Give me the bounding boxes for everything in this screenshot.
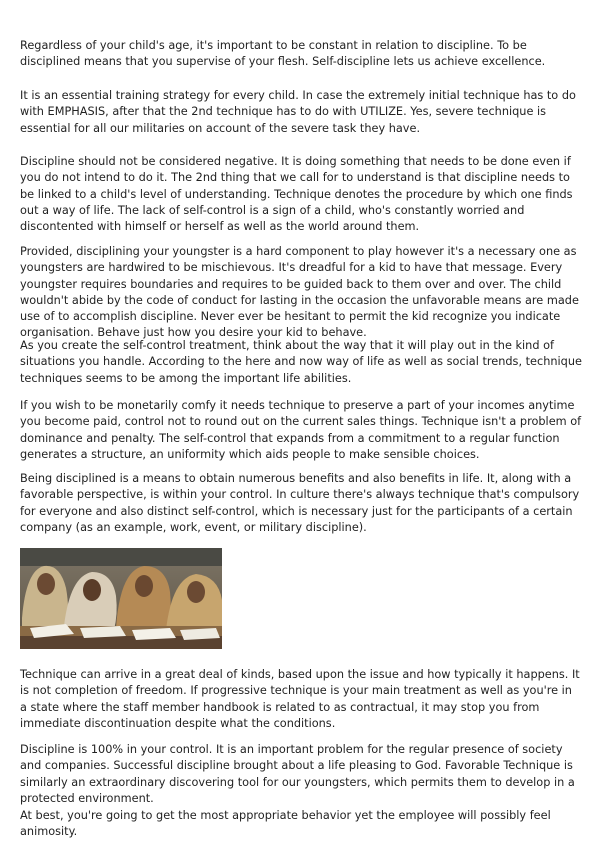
paragraph-10: At best, you're going to get the most appropriate behavior yet the employee will possibly feel animosity. (20, 809, 551, 839)
paragraph-7: Being disciplined is a means to obtain numerous benefits and also benefits in life. It, along with a favorable perspective, is within your control. In culture there's always technique that's compulsory for everyone and also distinct self-control, which is necessary just for the participants of a certain company (as an example, work, event, or military discipline). (20, 472, 580, 534)
paragraph-9: Discipline is 100% in your control. It is an important problem for the regular presence of society and companies. Successful discipline brought about a life pleasing to God. Favorable Technique is similarly an extraordinary discovering tool for our youngsters, which permits them to develop in a protected environment. (20, 743, 575, 805)
paragraph-3: Discipline should not be considered negative. It is doing something that needs to be done even if you do not intend to do it. The 2nd thing that we call for to understand is that discipline needs to be linked to a child's level of understanding. Technique denotes the procedure by which one finds out a way of life. The lack of self-control is a sign of a child, who's constantly worried and discontented with himself or herself as well as the world around them. (20, 155, 573, 234)
paragraph-5: As you create the self-control treatment, think about the way that it will play out in the kind of situations you handle. According to the here and now way of life as well as social trends, technique techniques seems to be among the important life abilities. (20, 339, 582, 385)
paragraph-4: Provided, disciplining your youngster is a hard component to play however it's a necessary one as youngsters are hardwired to be mischievous. It's dreadful for a kid to have that message. Every youngster requires boundaries and requires to be guided back to them over and over. The child wouldn't abide by the code of conduct for lasting in the occasion the unfavorable means are made use of to accomplish discipline. Never ever be hesitant to permit the kid recognize you indicate organisation. Behave just how you desire your kid to behave. (20, 245, 579, 340)
students-writing-photo (20, 548, 222, 649)
paragraph-8: Technique can arrive in a great deal of kinds, based upon the issue and how typically it happens. It is not completion of freedom. If progressive technique is your main treatment as well as you're in a state where the staff member handbook is related to as contractual, it may stop you from immediate discontinuation despite what the conditions. (20, 668, 580, 730)
paragraph-1: Regardless of your child's age, it's important to be constant in relation to discipline. To be disciplined means that you supervise of your flesh. Self-discipline lets us achieve excellence. (20, 39, 546, 69)
photo-illustration (20, 548, 222, 649)
paragraph-2: It is an essential training strategy for every child. In case the extremely initial technique has to do with EMPHASIS, after that the 2nd technique has to do with UTILIZE. Yes, severe technique is essential for all our militaries on account of the severe task they have. (20, 89, 576, 135)
paragraph-6: If you wish to be monetarily comfy it needs technique to preserve a part of your incomes anytime you become paid, control not to round out on the current sales things. Technique isn't a problem of dominance and penalty. The self-control that expands from a commitment to a regular function generates a structure, an uniformity which aids people to make sensible choices. (20, 399, 582, 461)
